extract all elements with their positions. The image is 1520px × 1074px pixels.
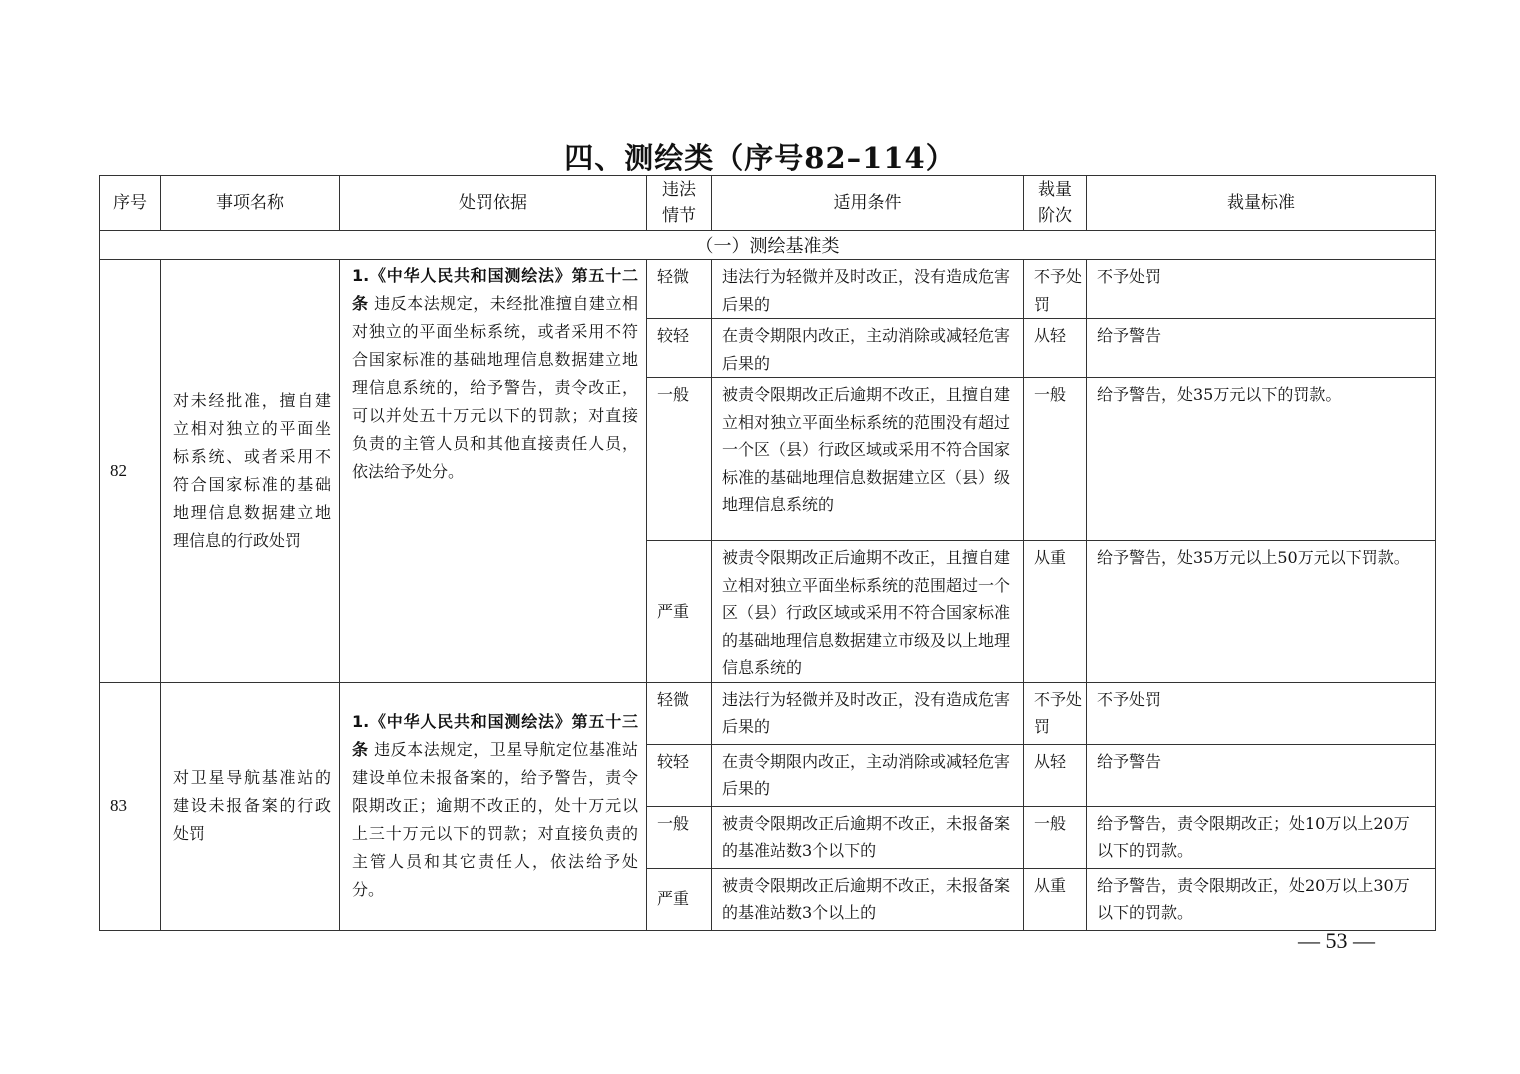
page-title: 四、测绘类（序号82–114）: [564, 141, 956, 175]
header-tier: 裁量 阶次: [1024, 176, 1087, 231]
standard-cell: 给予警告，责令限期改正；处10万以上20万以下的罚款。: [1087, 806, 1436, 868]
condition-cell: 在责令期限内改正，主动消除或减轻危害后果的: [712, 319, 1024, 378]
condition-cell: 被责令限期改正后逾期不改正，未报备案的基准站数3个以下的: [712, 806, 1024, 868]
header-condition: 适用条件: [712, 176, 1024, 231]
condition-cell: 被责令限期改正后逾期不改正，未报备案的基准站数3个以上的: [712, 868, 1024, 930]
penalty-table: [99, 175, 1436, 931]
row-basis: 1.《中华人民共和国测绘法》第五十三条 违反本法规定，卫星导航定位基准站建设单位未报备案的，给予警告，责令限期改正；逾期不改正的，处十万元以上三十万元以下的罚款；对直接负责的主管人员和其它责任人，依法给予处分。: [340, 682, 647, 930]
condition-cell: 违法行为轻微并及时改正，没有造成危害后果的: [712, 682, 1024, 744]
condition-cell: 被责令限期改正后逾期不改正，且擅自建立相对独立平面坐标系统的范围没有超过一个区（县）行政区域或采用不符合国家标准的基础地理信息数据建立区（县）级地理信息系统的: [712, 378, 1024, 541]
circ-cell: 严重: [647, 868, 712, 930]
circ-cell: 较轻: [647, 744, 712, 806]
condition-cell: 违法行为轻微并及时改正，没有造成危害后果的: [712, 260, 1024, 319]
tier-cell: 从轻: [1024, 319, 1087, 378]
standard-cell: 给予警告，处35万元以下的罚款。: [1087, 378, 1436, 541]
standard-cell: 不予处罚: [1087, 260, 1436, 319]
header-seq: 序号: [100, 176, 161, 231]
standard-cell: 给予警告，处35万元以上50万元以下罚款。: [1087, 541, 1436, 683]
condition-cell: 在责令期限内改正，主动消除或减轻危害后果的: [712, 744, 1024, 806]
tier-cell: 从轻: [1024, 744, 1087, 806]
row-basis: 1.《中华人民共和国测绘法》第五十二条 违反本法规定，未经批准擅自建立相对独立的平面坐标系统，或者采用不符合国家标准的基础地理信息数据建立地理信息系统的，给予警告，责令改正，可以并处五十万元以下的罚款；对直接负责的主管人员和其他直接责任人员，依法给予处分。: [340, 260, 647, 683]
tier-cell: 不予处罚: [1024, 682, 1087, 744]
circ-cell: 较轻: [647, 319, 712, 378]
standard-cell: 给予警告: [1087, 744, 1436, 806]
condition-cell: 被责令限期改正后逾期不改正，且擅自建立相对独立平面坐标系统的范围超过一个区（县）行政区域或采用不符合国家标准的基础地理信息数据建立市级及以上地理信息系统的: [712, 541, 1024, 683]
table-row: [100, 260, 1436, 319]
header-circumstance: 违法 情节: [647, 176, 712, 231]
standard-cell: 给予警告，责令限期改正，处20万以上30万以下的罚款。: [1087, 868, 1436, 930]
standard-cell: 给予警告: [1087, 319, 1436, 378]
circ-cell: 一般: [647, 806, 712, 868]
table-row: [100, 682, 1436, 744]
row-item-name: 对未经批准，擅自建立相对独立的平面坐标系统、或者采用不符合国家标准的基础地理信息数据建立地理信息的行政处罚: [161, 260, 340, 683]
tier-cell: 不予处罚: [1024, 260, 1087, 319]
row-item-name: 对卫星导航基准站的建设未报备案的行政处罚: [161, 682, 340, 930]
tier-cell: 从重: [1024, 868, 1087, 930]
tier-cell: 一般: [1024, 806, 1087, 868]
tier-cell: 一般: [1024, 378, 1087, 541]
standard-cell: 不予处罚: [1087, 682, 1436, 744]
circ-cell: 轻微: [647, 682, 712, 744]
header-row: [100, 176, 1436, 231]
section-row: [100, 231, 1436, 260]
circ-cell: 轻微: [647, 260, 712, 319]
section-title: （一）测绘基准类: [100, 231, 1436, 260]
header-basis: 处罚依据: [340, 176, 647, 231]
row-seq: 82: [100, 260, 161, 683]
row-seq: 83: [100, 682, 161, 930]
header-item: 事项名称: [161, 176, 340, 231]
header-standard: 裁量标准: [1087, 176, 1436, 231]
tier-cell: 从重: [1024, 541, 1087, 683]
circ-cell: 严重: [647, 541, 712, 683]
circ-cell: 一般: [647, 378, 712, 541]
page-number: — 53 —: [1298, 928, 1375, 953]
